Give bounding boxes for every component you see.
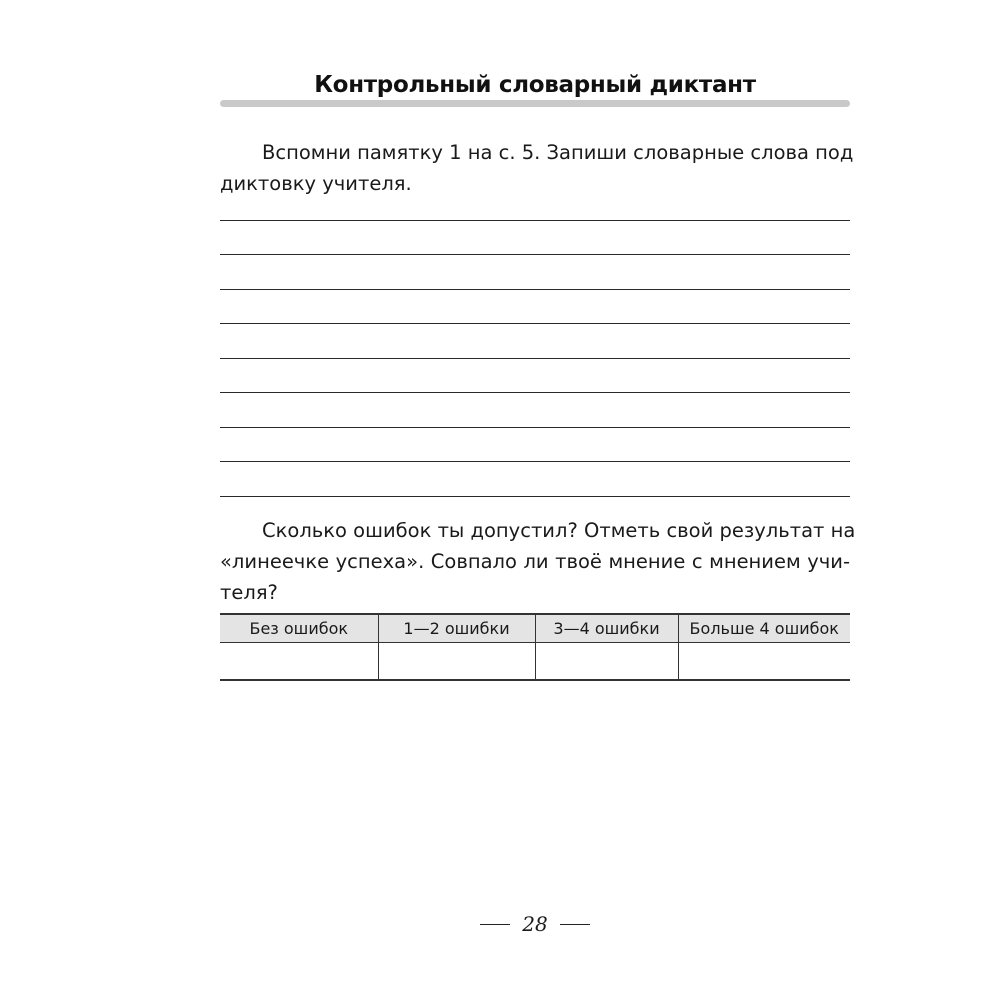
header-no-errors: Без ошибок bbox=[220, 614, 378, 643]
header-3-4-errors: 3—4 ошибки bbox=[535, 614, 678, 643]
writing-line[interactable] bbox=[220, 220, 850, 221]
instruction-paragraph bbox=[220, 137, 854, 199]
header-more-than-4-errors: Больше 4 ошибок bbox=[678, 614, 850, 643]
page-number-text: 28 bbox=[522, 912, 548, 936]
page-title: Контрольный словарный диктант bbox=[314, 72, 756, 98]
instruction-line: Вспомни памятку 1 на с. 5. Запиши словарные слова под bbox=[262, 141, 854, 164]
question-line: теля? bbox=[220, 581, 278, 604]
answer-cell-3-4-errors[interactable] bbox=[535, 643, 678, 681]
writing-line[interactable] bbox=[220, 427, 850, 428]
success-ruler-table bbox=[220, 613, 850, 681]
answer-cell-1-2-errors[interactable] bbox=[378, 643, 535, 681]
writing-line[interactable] bbox=[220, 461, 850, 462]
page-number-dash-right bbox=[560, 924, 590, 925]
writing-line[interactable] bbox=[220, 392, 850, 393]
table-header-row bbox=[220, 614, 850, 643]
answer-cell-no-errors[interactable] bbox=[220, 643, 378, 681]
question-line: «линеечке успеха». Совпало ли твоё мнение с мнением учи- bbox=[220, 550, 850, 573]
writing-line[interactable] bbox=[220, 496, 850, 497]
writing-line[interactable] bbox=[220, 289, 850, 290]
writing-line[interactable] bbox=[220, 358, 850, 359]
title-underline bbox=[220, 100, 850, 107]
writing-line[interactable] bbox=[220, 323, 850, 324]
question-paragraph bbox=[220, 515, 856, 608]
header-1-2-errors: 1—2 ошибки bbox=[378, 614, 535, 643]
instruction-line: диктовку учителя. bbox=[220, 172, 412, 195]
page-number bbox=[470, 908, 600, 940]
page-number-dash-left bbox=[480, 924, 510, 925]
question-line: Сколько ошибок ты допустил? Отметь свой результат на bbox=[262, 519, 856, 542]
table-answer-row bbox=[220, 643, 850, 681]
writing-line[interactable] bbox=[220, 254, 850, 255]
answer-cell-more-than-4-errors[interactable] bbox=[678, 643, 850, 681]
